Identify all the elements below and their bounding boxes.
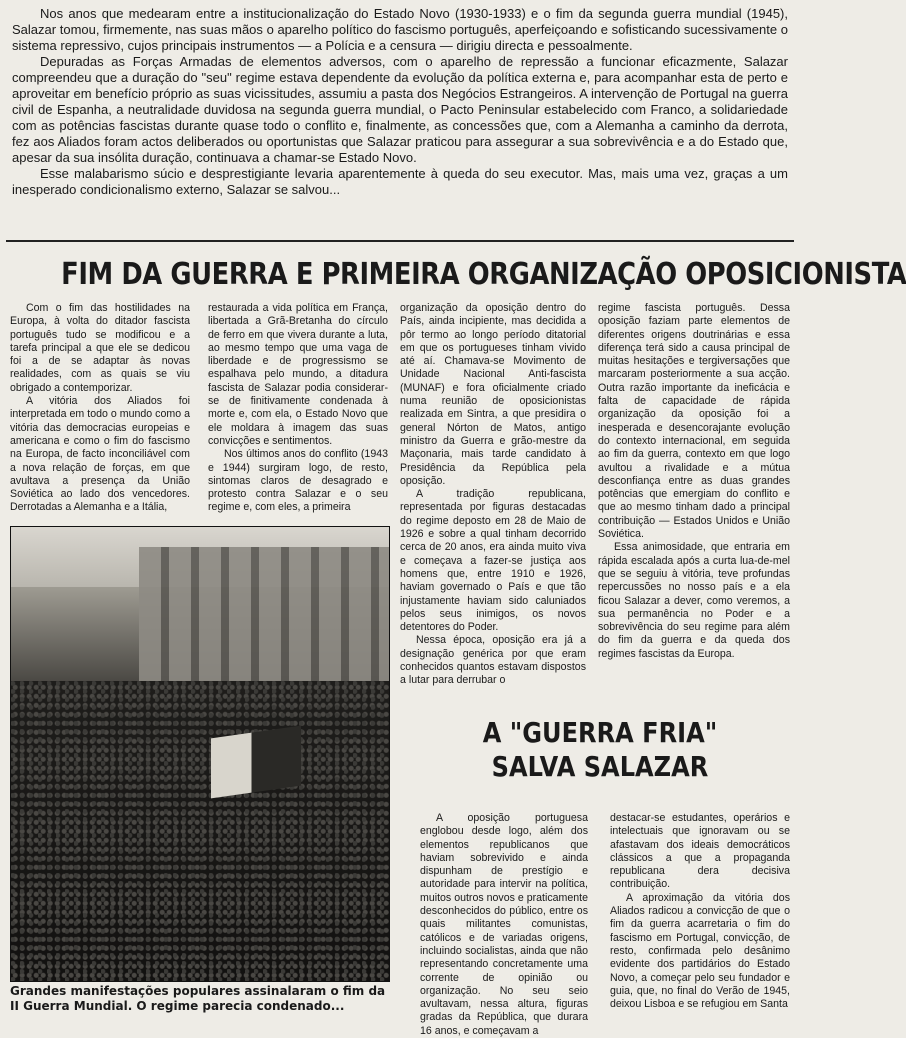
photo-flag (211, 726, 301, 799)
subheadline-line-2: SALVA SALAZAR (491, 750, 709, 783)
subheadline-line-1: A "GUERRA FRIA" (482, 716, 718, 749)
intro-paragraph-1: Nos anos que medearam entre a institucionalização do Estado Novo (1930-1933) e o fim da segunda guerra mundial (1945), Salazar tomou, firmemente, nas suas mãos o aparelho político do fascismo português, aperfeiçoando e sofisticando sucessivamente o sistema repressivo, cujos principais instrumentos — a Polícia e a censura — dirigiu directa e pessoalmente. (12, 6, 788, 53)
paragraph: A aproximação da vitória dos Aliados radicou a convicção de que o fim da guerra acarretaria o fim do fascismo em Portugal, convicção, de resto, confirmada pelo desânimo evidente dos partidários do Estado Novo, a começar pelo seu fundador e guia, que, no final do Verão de 1945, deixou Lisboa e se refugiou em Santa (610, 891, 790, 1011)
article-column-1 (10, 302, 190, 520)
paragraph: restaurada a vida política em França, libertada a Grã-Bretanha do círculo de ferro em que vivera durante a luta, ao mesmo tempo que uma vaga de liberdade e de progressismo se espalhava pelo mundo, a ditadura fascista de Salazar podia considerar-se de finitivamente condenada à morte e, com ela, o Estado Novo que ele moldara à imagem das suas convicções e sentimentos. (208, 302, 388, 447)
paragraph: Nessa época, oposição era já a designação genérica por que eram conhecidos quantos estavam dispostos a lutar para derrubar o (400, 634, 586, 687)
headline: FIM DA GUERRA E PRIMEIRA ORGANIZAÇÃO OPOSICIONISTA (61, 257, 906, 292)
paragraph: regime fascista português. Dessa oposição faziam parte elementos de diferentes origens doutrinárias e essa diferença terá sido a causa principal de muitas hesitações e tergiversações que marcaram posteriormente a sua acção. Outra razão importante da ineficácia e falta de capacidade de rápida organização da oposição foi a inesperada e desencorajante evolução do contexto internacional, em seguida ao fim da guerra, contexto em que logo avultou a rivalidade e a mútua desconfiança entre as duas grandes potências que emergiam do conflito e que ao mesmo tinham dado a principal contribuição — Estados Unidos e União Soviética. (598, 302, 790, 541)
article-column-5 (420, 812, 588, 1037)
section-divider (6, 240, 794, 242)
photo-crowd (11, 681, 389, 981)
paragraph: Essa animosidade, que entraria em rápida escalada após a curta lua-de-mel que se seguiu à vitória, teve profundas repercussões no nosso país e a ela ficou Salazar a dever, como veremos, a sua permanência no Poder e a sobrevivência do seu regime para além do fim da guerra e da queda dos regimes fascistas da Europa. (598, 541, 790, 660)
paragraph: A oposição portuguesa englobou desde logo, além dos elementos republicanos que haviam sobrevivido e ainda dispunham de prestígio e autoridade para intervir na política, muitos outros novos e praticamente desconhecidos do público, entre os quais militantes comunistas, católicos e de variadas origens, incluindo socialistas, ainda que não representando concretamente uma corrente de opinião ou organização. No seu seio avultavam, nessa altura, figuras gradas da República, que durara 16 anos, e começavam a (420, 812, 588, 1037)
paragraph: A vitória dos Aliados foi interpretada em todo o mundo como a vitória das democracias europeias e americana e como o fim do fascismo na Europa, de facto inconciliável com a nova relação de forças, em que avultava a presença da União Soviética ao lado dos vencedores. Derrotadas a Alemanha e a Itália, (10, 395, 190, 514)
subheadline (437, 716, 764, 784)
paragraph: Nos últimos anos do conflito (1943 e 1944) surgiram logo, de resto, sintomas claros de desagrado e protesto contra Salazar e o seu regime e, com eles, a primeira (208, 448, 388, 514)
crowd-photo (10, 526, 390, 982)
paragraph: A tradição republicana, representada por figuras destacadas do regime deposto em 28 de Maio de 1926 e sobre a qual tinham decorrido cerca de 20 anos, era ainda muito viva e começava a fazer-se justiça aos homens que, entre 1910 e 1926, haviam governado o País e que tão injustamente haviam sido caluniados pelos seus inimigos, os novos detentores do Poder. (400, 488, 586, 634)
paragraph: Com o fim das hostilidades na Europa, à volta do ditador fascista português tudo se modificou e a tarefa principal a que ele se dedicou foi a de se adaptar às novas realidades, com as quais se viu obrigado a contemporizar. (10, 302, 190, 394)
intro-paragraph-2: Depuradas as Forças Armadas de elementos adversos, com o aparelho de repressão a funcionar eficazmente, Salazar compreendeu que a duração do "seu" regime estava dependente da evolução da política externa e, para acompanhar esta de perto e aproveitar em benefício próprio as suas vicissitudes, assumiu a pasta dos Negócios Estrangeiros. A intervenção de Portugal na guerra civil de Espanha, a neutralidade duvidosa na segunda guerra mundial, o Pacto Peninsular estabelecido com Franco, a solidariedade com as potências fascistas durante quase todo o conflito e, finalmente, as concessões que, com a Alemanha a caminho da derrota, fez aos Aliados foram actos deliberados ou oportunistas que Salazar praticou para assegurar a sua sobrevivência e a do Estado que, apesar da sua insólita duração, continuava a chamar-se Estado Novo. (12, 54, 788, 165)
intro-text (12, 6, 788, 198)
paragraph: organização da oposição dentro do País, ainda incipiente, mas decidida a pôr termo ao longo período ditatorial em que os portugueses tinham vivido até aí. Chamava-se Movimento de Unidade Nacional Anti-fascista (MUNAF) e fora oficialmente criado numa reunião de oposicionistas realizada em Sintra, a que presidira o general Nórton de Matos, antigo ministro da Guerra e grão-mestre da Maçonaria, mais tarde candidato à Presidência da República pela oposição. (400, 302, 586, 487)
article-column-6 (610, 812, 790, 1018)
intro-paragraph-3: Esse malabarismo súcio e desprestigiante levaria aparentemente à queda do seu executor. Mas, mais uma vez, graças a um inesperado condicionalismo externo, Salazar se salvou... (12, 166, 788, 197)
article-column-4 (598, 302, 790, 694)
photo-caption: Grandes manifestações populares assinalaram o fim da II Guerra Mundial. O regime parecia condenado... (10, 984, 386, 1013)
article-column-2 (208, 302, 388, 520)
article-column-3 (400, 302, 586, 694)
paragraph: destacar-se estudantes, operários e intelectuais que ignoravam ou se afastavam dos ideais democráticos clássicos a que a propaganda republicana dera decisiva contribuição. (610, 812, 790, 891)
